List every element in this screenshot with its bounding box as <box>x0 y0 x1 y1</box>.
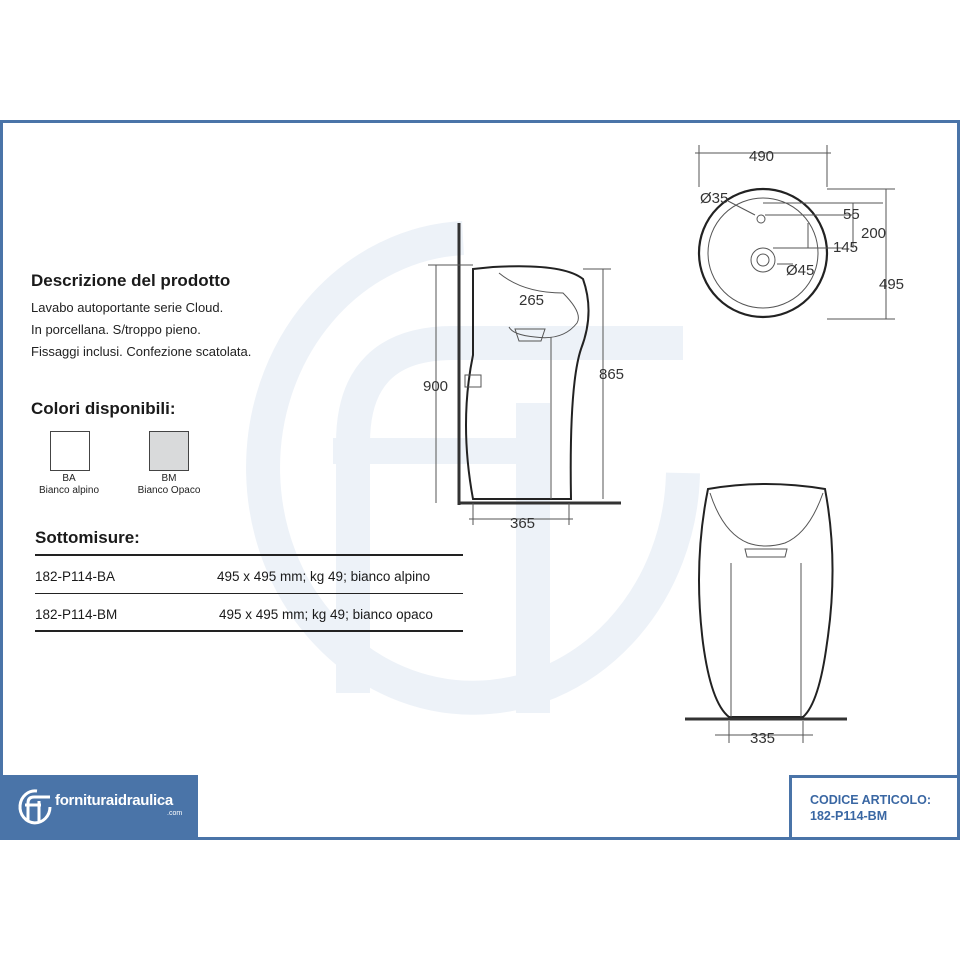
sizes-title: Sottomisure: <box>35 528 140 547</box>
dim-label: 55 <box>843 206 860 223</box>
description-title: Descrizione del prodotto <box>31 271 231 290</box>
size-row-code: 182-P114-BM <box>35 607 118 622</box>
dim-label: 145 <box>833 239 859 256</box>
technical-drawing <box>3 123 957 837</box>
drain-inner <box>757 254 769 266</box>
tap-hole <box>757 215 765 223</box>
front-view-drain <box>745 549 787 557</box>
brand-name: fornituraidraulica <box>55 792 173 809</box>
article-code-box <box>789 775 957 837</box>
size-row-code: 182-P114-BA <box>35 569 116 584</box>
dim-label: 200 <box>861 225 887 242</box>
size-row-desc: 495 x 495 mm; kg 49; bianco opaco <box>219 607 433 622</box>
dim-label: 495 <box>879 276 905 293</box>
side-view-drain <box>515 329 545 341</box>
dim-label: 490 <box>749 148 775 165</box>
description-line: Lavabo autoportante serie Cloud. <box>31 300 224 315</box>
article-code-value: 182-P114-BM <box>810 809 888 823</box>
dim-label: 335 <box>750 730 776 747</box>
swatch-name: Bianco Opaco <box>137 485 201 496</box>
swatch-code: BM <box>161 473 177 484</box>
size-row-desc: 495 x 495 mm; kg 49; bianco alpino <box>217 569 431 584</box>
swatch-code: BA <box>62 473 76 484</box>
drain-outer <box>751 248 775 272</box>
swatch-name: Bianco alpino <box>38 485 100 496</box>
top-view-outline <box>699 189 827 317</box>
front-view-bowl <box>710 493 823 546</box>
dim-label: 365 <box>510 515 536 532</box>
dim-label: 865 <box>599 366 625 383</box>
dim-label: Ø35 <box>700 190 729 207</box>
description-line: Fissaggi inclusi. Confezione scatolata. <box>31 344 252 359</box>
colors-title: Colori disponibili: <box>31 399 176 418</box>
front-view-outline <box>699 484 833 717</box>
dim-label: 265 <box>519 292 545 309</box>
brand-logo-icon <box>17 787 53 825</box>
dim-label: Ø45 <box>786 262 815 279</box>
article-code-label: CODICE ARTICOLO: <box>810 793 932 807</box>
description-line: In porcellana. S/troppo pieno. <box>31 322 201 337</box>
brand-suffix: .com <box>167 810 183 817</box>
product-sheet <box>0 120 960 840</box>
brand-logo[interactable] <box>3 775 198 837</box>
dim-label: 900 <box>423 378 449 395</box>
